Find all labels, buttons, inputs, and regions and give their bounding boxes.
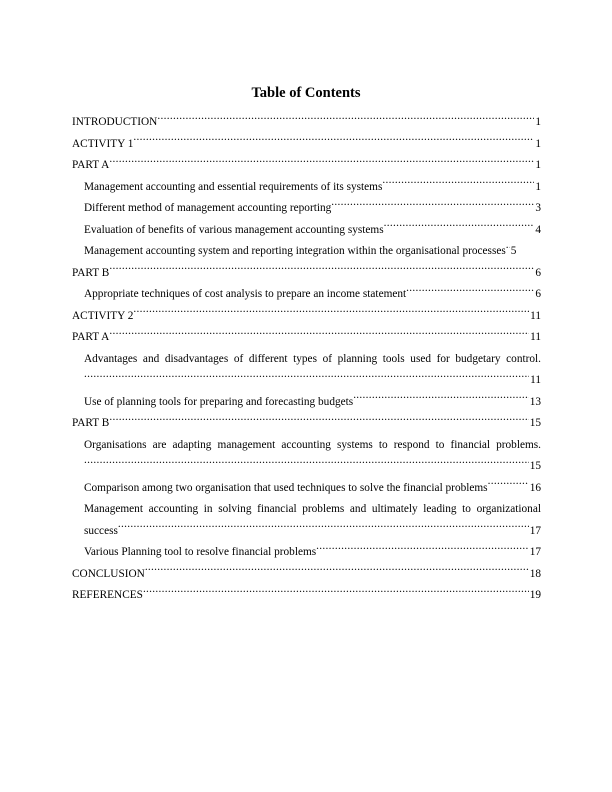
toc-entry-adapting-systems[interactable] xyxy=(72,435,541,478)
toc-entry-part-a[interactable] xyxy=(72,155,541,177)
toc-page-number: 11 xyxy=(530,374,541,386)
dot-leader xyxy=(118,522,529,533)
toc-page-number: 6 xyxy=(535,266,541,279)
dot-leader xyxy=(382,178,534,189)
toc-entry-label: REFERENCES xyxy=(72,589,143,601)
toc-entry-part-b-2[interactable] xyxy=(72,413,541,435)
dot-leader xyxy=(384,221,535,232)
toc-entry-label: Appropriate techniques of cost analysis to prepare an income statement xyxy=(84,288,407,300)
toc-page-number: 1 xyxy=(535,116,541,128)
toc-page-number: 13 xyxy=(529,395,541,408)
toc-entry-label: Management accounting system and reporting integration within the organisational processes xyxy=(84,245,506,257)
toc-entry-references[interactable] xyxy=(72,585,541,607)
toc-page-number: 1 xyxy=(535,180,541,193)
dot-leader xyxy=(145,565,529,576)
toc-entry-label: ACTIVITY 1 xyxy=(72,137,134,150)
toc-entry-label: INTRODUCTION xyxy=(72,116,158,128)
toc-page-number: 6 xyxy=(535,288,541,300)
toc-entry-label: Evaluation of benefits of various management accounting systems xyxy=(84,223,384,236)
toc-page-number: 15 xyxy=(529,417,541,429)
toc-entry-label: PART A xyxy=(72,159,110,171)
dot-leader xyxy=(506,243,510,254)
dot-leader xyxy=(84,458,529,469)
dot-leader xyxy=(157,114,534,125)
dot-leader xyxy=(488,479,529,490)
toc-page-number: 17 xyxy=(529,524,541,537)
toc-page-number: 15 xyxy=(529,460,541,472)
toc-page-number: 1 xyxy=(535,137,541,150)
toc-entry-label: Various Planning tool to resolve financial problems xyxy=(84,546,317,558)
toc-page-number: 3 xyxy=(535,202,541,214)
dot-leader xyxy=(143,587,529,598)
dot-leader xyxy=(109,415,528,426)
toc-page-number: 4 xyxy=(535,223,541,236)
toc-entry-label: Advantages and disadvantages of different types of planning tools used for budgetary control. xyxy=(84,352,541,365)
toc-page-number: 11 xyxy=(530,331,541,343)
toc-entry-evaluation-of-benefits[interactable] xyxy=(72,220,541,242)
toc-entry-label: PART B xyxy=(72,417,110,429)
toc-entry-conclusion[interactable] xyxy=(72,564,541,586)
toc-entry-label: PART B xyxy=(72,266,110,279)
toc-entry-label: Comparison among two organisation that used techniques to solve the financial problems xyxy=(84,481,488,494)
toc-entry-management-accounting-requirements[interactable] xyxy=(72,177,541,199)
toc-title: Table of Contents xyxy=(251,85,361,101)
toc-entry-label: Organisations are adapting management accounting systems to respond to financial problems. xyxy=(84,438,541,451)
toc-entry-activity-2[interactable] xyxy=(72,306,541,328)
toc-entry-planning-tools-advantages[interactable] xyxy=(72,349,541,392)
dot-leader xyxy=(331,200,534,211)
toc-entry-label: Use of planning tools for preparing and forecasting budgets xyxy=(84,395,354,408)
toc-entry-activity-1[interactable] xyxy=(72,134,541,156)
toc-page-number: 19 xyxy=(529,589,541,601)
dot-leader xyxy=(109,264,534,275)
toc-entry-label: Management accounting and essential requirements of its systems xyxy=(84,180,383,193)
toc-entry-planning-tool-resolve[interactable] xyxy=(72,542,541,564)
toc-page-number: 16 xyxy=(529,481,541,494)
dot-leader xyxy=(406,286,534,297)
toc-page-number: 18 xyxy=(529,567,541,580)
toc-entry-part-a-2[interactable] xyxy=(72,327,541,349)
toc-entry-comparison-organisations[interactable] xyxy=(72,478,541,500)
toc-page-number: 1 xyxy=(535,159,541,171)
toc-page-number: 17 xyxy=(529,546,541,558)
table-of-contents xyxy=(72,112,541,607)
toc-entry-reporting-methods[interactable] xyxy=(72,198,541,220)
toc-entry-organizational-success[interactable] xyxy=(72,499,541,542)
toc-entry-label: ACTIVITY 2 xyxy=(72,309,134,322)
dot-leader xyxy=(109,157,534,168)
toc-entry-label: Management accounting in solving financial problems and ultimately leading to organizational xyxy=(84,503,541,515)
toc-entry-cost-analysis[interactable] xyxy=(72,284,541,306)
dot-leader xyxy=(84,372,529,383)
dot-leader xyxy=(109,329,529,340)
toc-entry-part-b[interactable] xyxy=(72,263,541,285)
toc-entry-system-integration[interactable] xyxy=(72,241,541,263)
toc-page-number: 11 xyxy=(530,309,541,322)
dot-leader xyxy=(133,307,529,318)
toc-page-number: 5 xyxy=(510,245,517,257)
dot-leader xyxy=(133,135,534,146)
toc-entry-forecasting-budgets[interactable] xyxy=(72,392,541,414)
toc-entry-label: PART A xyxy=(72,331,110,343)
toc-entry-label: Different method of management accounting reporting xyxy=(84,202,332,214)
toc-entry-label-continued: success xyxy=(84,524,118,537)
dot-leader xyxy=(353,393,529,404)
toc-entry-label: CONCLUSION xyxy=(72,567,145,580)
dot-leader xyxy=(316,544,529,555)
toc-entry-introduction[interactable] xyxy=(72,112,541,134)
